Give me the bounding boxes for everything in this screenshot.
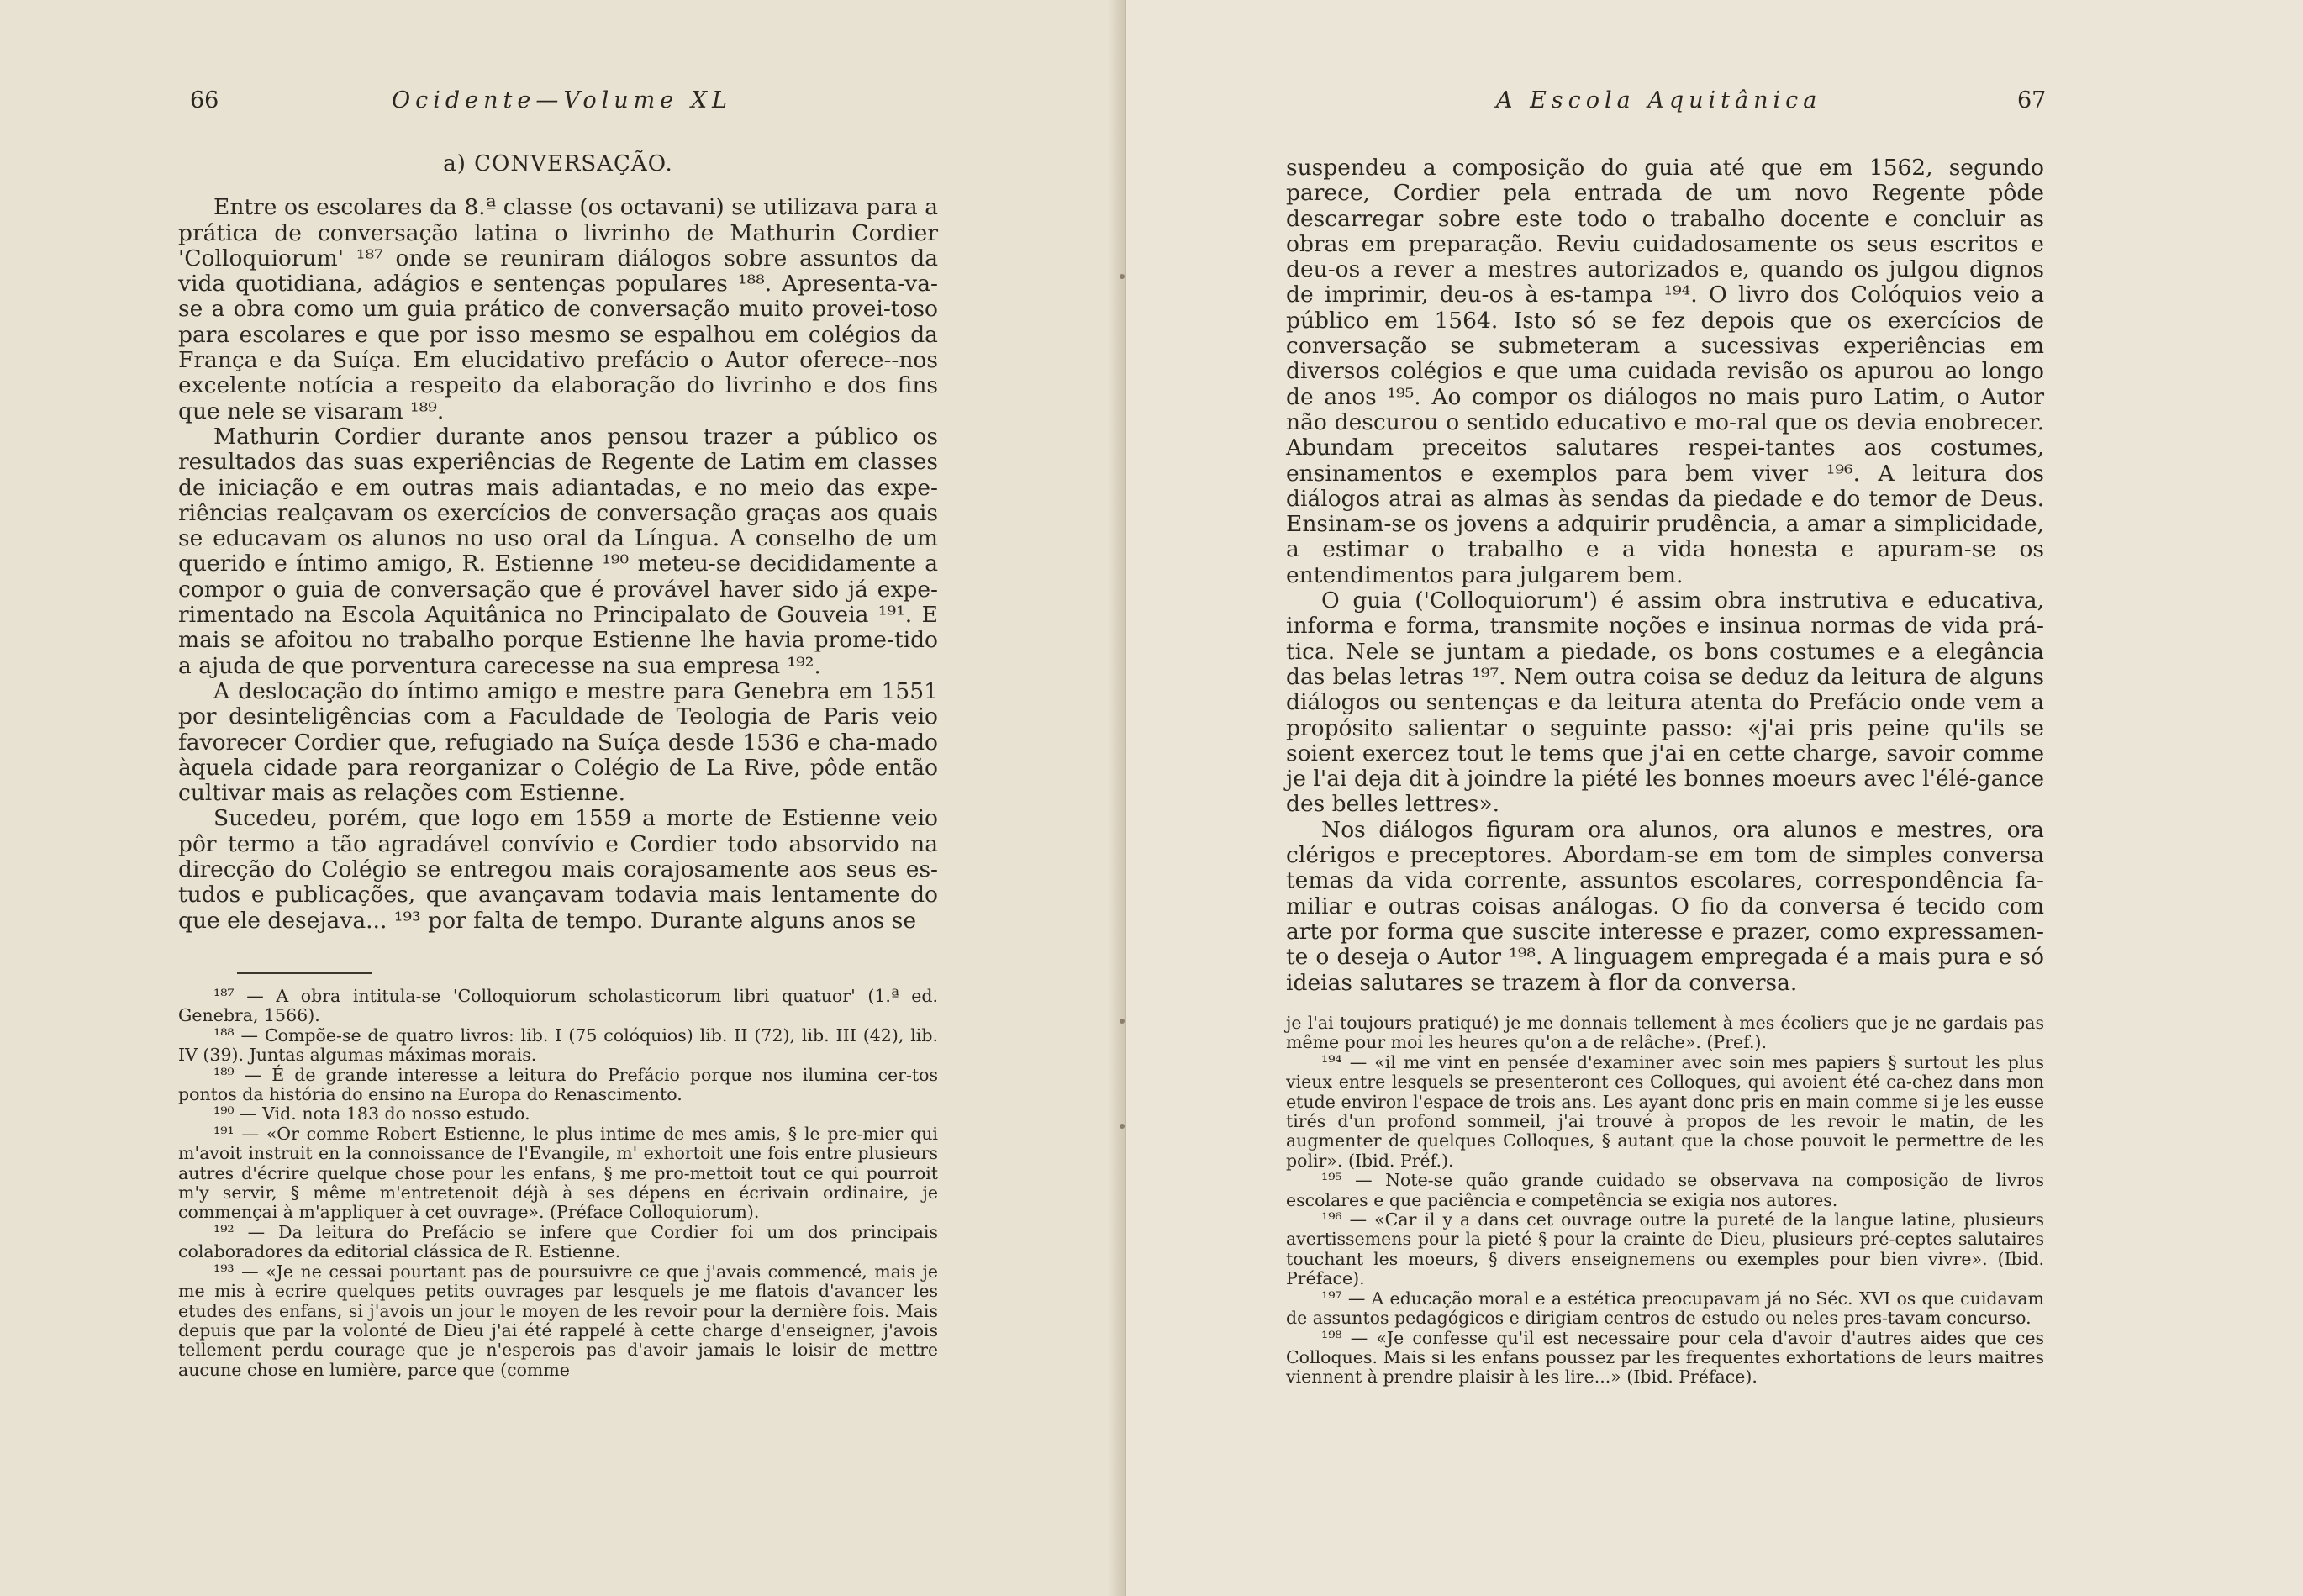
footnote: ¹⁹⁴ — «il me vint en pensée d'examiner avec soin mes papiers § surtout les plus vieux entre lesquels se presenteront ces Colloques, qui avoient été ca-chez dans mon etude environ l'espace de trois ans. Les ayant donc pris en main comme si je les eusse tirés d'un profond sommeil, j'ai trouvé à propos de les revoir le matin, de les augmenter de quelques Colloques, § autant que la chose pouvoit le permettre de les polir». (Ibid. Préf.).: [1286, 1051, 2044, 1171]
footnote-rule: [237, 972, 372, 974]
right-page-number: 67: [2017, 87, 2047, 113]
left-page-number: 66: [190, 87, 219, 113]
footnote: ¹⁸⁹ — É de grande interesse a leitura do Prefácio porque nos ilumina cer-tos pontos da história do ensino na Europa do Renascimento.: [178, 1064, 938, 1105]
left-body: [178, 151, 938, 934]
footnote: ¹⁹² — Da leitura do Prefácio se infere que Cordier foi um dos principais colaboradores da editorial clássica de R. Estienne.: [178, 1221, 938, 1262]
left-footnotes: [178, 987, 938, 1380]
footnote: je l'ai toujours pratiqué) je me donnais tellement à mes écoliers que je ne gardais pas même pour moi les heures qu'on a de relâche». (Pref.).: [1286, 1013, 2044, 1053]
right-footnotes: [1286, 1014, 2044, 1388]
right-page: [1126, 0, 2303, 1596]
right-body: [1286, 155, 2044, 996]
margin-mark: [1120, 1019, 1125, 1024]
paragraph: A deslocação do íntimo amigo e mestre para Genebra em 1551 por desinteligências com a Faculdade de Teologia de Paris veio favorecer Cordier que, refugiado na Suíça desde 1536 e cha-mado àquela cidade para reorganizar o Colégio de La Rive, pôde então cultivar mais as relações com Estienne.: [178, 677, 938, 807]
footnote: ¹⁹⁷ — A educação moral e a estética preocupavam já no Séc. XVI os que cuidavam de assuntos pedagógicos e dirigiam centros de estudo ou neles pres-tavam concurso.: [1286, 1288, 2044, 1329]
section-title: a) CONVERSAÇÃO.: [443, 151, 673, 176]
footnote: ¹⁹⁰ — Vid. nota 183 do nosso estudo.: [213, 1104, 530, 1125]
footnote: ¹⁹⁵ — Note-se quão grande cuidado se observava na composição de livros escolares e que paciência e competência se exigia nos autores.: [1286, 1170, 2044, 1210]
paragraph: Mathurin Cordier durante anos pensou trazer a público os resultados das suas experiências de Regente de Latim em classes de iniciação e em outras mais adiantadas, e no meio das expe-riências realçavam os exercícios de conversação graças aos quais se educavam os alunos no uso oral da Língua. A conselho de um querido e íntimo amigo, R. Estienne ¹⁹⁰ meteu-se decididamente a compor o guia de conversação que é provável haver sido já expe-rimentado na Escola Aquitânica no Principalato de Gouveia ¹⁹¹. E mais se afoitou no trabalho porque Estienne lhe havia prome-tido a ajuda de que porventura carecesse na sua empresa ¹⁹².: [178, 423, 938, 679]
footnote: ¹⁸⁸ — Compõe-se de quatro livros: lib. I (75 colóquios) lib. II (72), lib. III (42), lib. IV (39). Juntas algumas máximas morais.: [178, 1024, 938, 1066]
paragraph: Nos diálogos figuram ora alunos, ora alunos e mestres, ora clérigos e preceptores. Abordam-se em tom de simples conversa temas da vida corrente, assuntos escolares, correspondência fa-miliar e outras coisas análogas. O fio da conversa é tecido com arte por forma que suscite interesse e prazer, como expressamen-te o deseja o Autor ¹⁹⁸. A linguagem empregada é a mais pura e só ideias salutares se trazem à flor da conversa.: [1286, 816, 2044, 996]
footnote: ¹⁹¹ — «Or comme Robert Estienne, le plus intime de mes amis, § le pre-mier qui m'avoit instruit en la connoissance de l'Evangile, m' exhortoit une fois entre plusieurs autres d'écrire quelque chose pour les enfans, § me pro-mettoit tout ce qui pourroit m'y servir, § même m'entretenoit déjà à ses dépens en écrivain ordinaire, je commençai à m'appliquer à cet ouvrage». (Préface Colloquiorum).: [178, 1123, 938, 1223]
footnote: ¹⁸⁷ — A obra intitula-se 'Colloquiorum scholasticorum libri quatuor' (1.ª ed. Genebra, 1566).: [178, 986, 938, 1026]
footnote: ¹⁹³ — «Je ne cessai pourtant pas de poursuivre ce que j'avais commencé, mais je me mis à ecrire quelques petits ouvrages par lesquels je me flatois d'avancer les etudes des enfans, si j'avois un jour le moyen de les revoir pour la dernière fois. Mais depuis que par la volonté de Dieu j'ai été rappelé à cette charge d'enseigner, j'avois tellement perdu courage que je n'esperois pas d'avoir jamais le loisir de mettre aucune chose en lumière, parce que (comme: [178, 1261, 938, 1380]
paragraph: O guia ('Colloquiorum') é assim obra instrutiva e educativa, informa e forma, transmite noções e insinua normas de vida prá-tica. Nele se juntam a piedade, os bons costumes e a elegância das belas letras ¹⁹⁷. Nem outra coisa se deduz da leitura de alguns diálogos ou sentenças e da leitura atenta do Prefácio onde vem a propósito salientar o seguinte passo: «j'ai pris peine qu'ils se soient exercez tout le tems que j'ai en cette charge, savoir comme je l'ai deja dit à joindre la piété les bonnes moeurs avec l'élé-gance des belles lettres».: [1286, 587, 2044, 818]
paragraph: Entre os escolares da 8.ª classe (os octavani) se utilizava para a prática de conversação latina o livrinho de Mathurin Cordier 'Colloquiorum' ¹⁸⁷ onde se reuniram diálogos sobre assuntos da vida quotidiana, adágios e sentenças populares ¹⁸⁸. Apresenta-va-se a obra como um guia prático de conversação muito provei-toso para escolares e que por isso mesmo se espalhou em colégios da França e da Suíça. Em elucidativo prefácio o Autor oferece--nos excelente notícia a respeito da elaboração do livrinho e dos fins que nele se visaram ¹⁸⁹.: [178, 194, 938, 424]
left-page: [0, 0, 1120, 1596]
right-running-head: A Escola Aquitânica: [1496, 87, 1822, 113]
footnote: ¹⁹⁶ — «Car il y a dans cet ouvrage outre la pureté de la langue latine, plusieurs avertissemens pour la pieté § pour la crainte de Dieu, plusieurs pré-ceptes salutaires touchant les moeurs, § divers enseignemens ou exemples pour bien vivre». (Ibid. Préface).: [1286, 1209, 2044, 1289]
margin-mark: [1120, 1124, 1125, 1129]
footnote: ¹⁹⁸ — «Je confesse qu'il est necessaire pour cela d'avoir d'autres aides que ces Colloques. Mais si les enfans poussez par les frequentes exhortations de leurs maitres viennent à prendre plaisir à les lire...» (Ibid. Préface).: [1286, 1327, 2044, 1388]
paragraph: Sucedeu, porém, que logo em 1559 a morte de Estienne veio pôr termo a tão agradável convívio e Cordier todo absorvido na direcção do Colégio se entregou mais corajosamente aos seus es-tudos e publicações, que avançavam todavia mais lentamente do que ele desejava... ¹⁹³ por falta de tempo. Durante alguns anos se: [178, 805, 938, 934]
paragraph: suspendeu a composição do guia até que em 1562, segundo parece, Cordier pela entrada de um novo Regente pôde descarregar sobre este todo o trabalho docente e concluir as obras em preparação. Reviu cuidadosamente os seus escritos e deu-os a rever a mestres autorizados e, quando os julgou dignos de imprimir, deu-os à es-tampa ¹⁹⁴. O livro dos Colóquios veio a público em 1564. Isto só se fez depois que os exercícios de conversação se submeteram a sucessivas experiências em diversos colégios e que uma cuidada revisão os apurou ao longo de anos ¹⁹⁵. Ao compor os diálogos no mais puro Latim, o Autor não descurou o sentido educativo e mo-ral que os devia enobrecer. Abundam preceitos salutares respei-tantes aos costumes, ensinamentos e exemplos para bem viver ¹⁹⁶. A leitura dos diálogos atrai as almas às sendas da piedade e do temor de Deus. Ensinam-se os jovens a adquirir prudência, a amar a simplicidade, a estimar o trabalho e a vida honesta e apuram-se os entendimentos para julgarem bem.: [1286, 155, 2044, 588]
left-running-head: Ocidente—Volume XL: [392, 87, 732, 113]
margin-mark: [1120, 274, 1125, 279]
